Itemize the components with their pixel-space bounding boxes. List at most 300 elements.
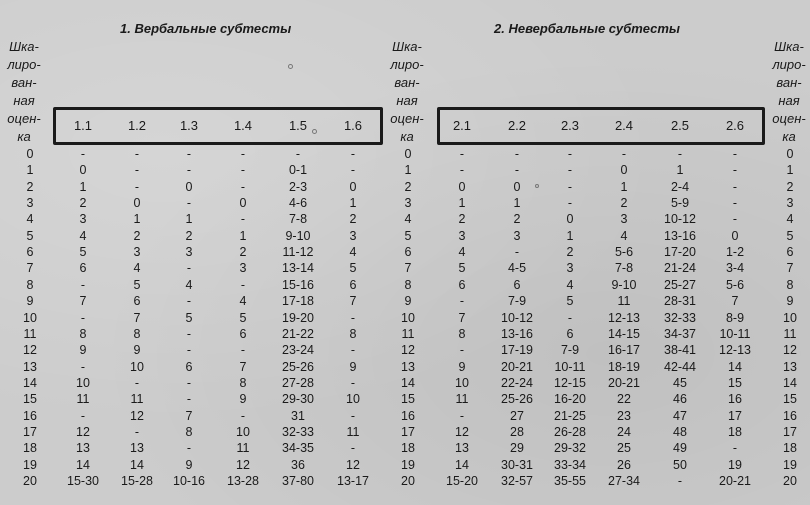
nonverbal-raw-score-cell: 12-13 [608,310,640,325]
verbal-raw-score-cell: 6 [185,359,193,374]
nonverbal-raw-score-cell: 10-11 [554,359,586,374]
nonverbal-raw-score-cell: 28 [510,424,524,439]
verbal-raw-score-cell: 10-16 [173,474,205,488]
verbal-raw-score-cell: 8 [239,375,247,390]
verbal-raw-score-cell: 23-24 [282,343,314,358]
scale-score-cell: 1 [786,163,794,178]
scale-score-cell: 4 [786,212,794,227]
verbal-raw-score-cell: 14 [76,457,90,472]
nonverbal-raw-score-cell: 16-17 [608,343,640,358]
nonverbal-subtest-header: 2.5 [670,118,690,133]
nonverbal-raw-score-cell: 10-11 [719,326,751,341]
nonverbal-raw-score-cell: 22 [617,392,631,407]
nonverbal-raw-score-cell: 0 [731,228,739,243]
verbal-raw-score-cell: 12 [76,424,90,439]
verbal-raw-score-cell: 4 [185,277,193,292]
verbal-raw-score-cell: 11 [76,392,90,407]
nonverbal-raw-score-cell: - [732,147,738,161]
verbal-raw-score-cell: - [240,277,246,292]
verbal-raw-score-cell: 13-14 [282,261,314,276]
nonverbal-raw-score-cell: 11 [455,392,469,407]
scale-score-cell: 14 [23,375,37,390]
nonverbal-raw-score-cell: 0 [620,163,628,178]
verbal-raw-score-cell: 25-26 [282,359,314,374]
scale-score-cell: 7 [26,261,34,276]
verbal-raw-score-cell: 2-3 [288,179,308,194]
nonverbal-raw-score-cell: 16 [728,392,742,407]
nonverbal-raw-score-cell: 12 [455,424,469,439]
verbal-raw-score-cell: - [186,343,192,358]
nonverbal-raw-score-cell: - [514,245,520,260]
nonverbal-raw-score-cell: 6 [458,277,466,292]
scale-score-cell: 17 [783,424,797,439]
scale-score-cell: 8 [26,277,34,292]
nonverbal-raw-score-cell: 2 [458,212,466,227]
nonverbal-raw-score-cell: 18-19 [608,359,640,374]
nonverbal-subtest-header: 2.1 [452,118,472,133]
nonverbal-raw-score-cell: 21-25 [554,408,586,423]
verbal-raw-score-cell: - [350,441,356,456]
verbal-raw-score-cell: 32-33 [282,424,314,439]
nonverbal-raw-score-cell: 25 [617,441,631,456]
nonverbal-raw-score-cell: - [677,147,683,161]
verbal-raw-score-cell: - [186,441,192,456]
verbal-raw-score-cell: 12 [236,457,250,472]
nonverbal-raw-score-cell: - [567,310,573,325]
verbal-raw-score-cell: 13-28 [227,474,259,488]
scale-score-cell: 1 [404,163,412,178]
nonverbal-raw-score-cell: - [514,163,520,178]
nonverbal-raw-score-cell: 3-4 [725,261,745,276]
nonverbal-raw-score-cell: 14 [728,359,742,374]
scale-score-header-right: Шка- лиро- ван- ная оцен- ка [772,39,806,144]
verbal-raw-score-cell: 4 [79,228,87,243]
verbal-raw-score-cell: 9 [185,457,193,472]
scale-score-cell: 3 [404,196,412,211]
nonverbal-raw-score-cell: 5-9 [670,196,690,211]
print-speck [535,184,539,188]
print-speck [312,129,317,134]
nonverbal-raw-score-cell: 7-9 [560,343,580,358]
nonverbal-subtest-header: 2.2 [507,118,527,133]
scale-score-cell: 16 [783,408,797,423]
verbal-raw-score-cell: 0-1 [288,163,308,178]
nonverbal-raw-score-cell: 3 [513,228,521,243]
nonverbal-raw-score-cell: 50 [673,457,687,472]
verbal-raw-score-cell: - [350,343,356,358]
verbal-raw-score-cell: - [80,277,86,292]
verbal-raw-score-cell: - [134,179,140,194]
nonverbal-raw-score-cell: - [459,163,465,178]
verbal-subtest-header: 1.3 [179,118,199,133]
verbal-raw-score-cell: 5 [79,245,87,260]
nonverbal-raw-score-cell: - [567,196,573,211]
nonverbal-raw-score-cell: 10-12 [501,310,533,325]
nonverbal-raw-score-cell: 21-24 [664,261,696,276]
nonverbal-raw-score-cell: 18 [728,424,742,439]
verbal-raw-score-cell: - [80,147,86,161]
scale-score-cell: 1 [26,163,34,178]
nonverbal-raw-score-cell: 13-16 [664,228,696,243]
scale-score-cell: 18 [401,441,415,456]
nonverbal-raw-score-cell: - [732,196,738,211]
nonverbal-raw-score-cell: 27 [510,408,524,423]
verbal-raw-score-cell: 14 [130,457,144,472]
scale-score-cell: 12 [783,343,797,358]
nonverbal-raw-score-cell: 0 [566,212,574,227]
scale-score-cell: 15 [783,392,797,407]
verbal-raw-score-cell: 1 [239,228,247,243]
scale-score-cell: 8 [786,277,794,292]
nonverbal-raw-score-cell: 8-9 [725,310,745,325]
verbal-raw-score-cell: - [134,163,140,178]
nonverbal-raw-score-cell: - [459,408,465,423]
scale-score-cell: 5 [26,228,34,243]
verbal-raw-score-cell: 19-20 [282,310,314,325]
scale-score-cell: 20 [23,474,37,488]
verbal-raw-score-cell: 13-17 [337,474,369,488]
verbal-raw-score-cell: 13 [130,441,144,456]
scale-score-cell: 17 [401,424,415,439]
nonverbal-raw-score-cell: 2 [620,196,628,211]
verbal-raw-score-cell: 0 [133,196,141,211]
nonverbal-raw-score-cell: 14 [455,457,469,472]
verbal-raw-score-cell: 4-6 [288,196,308,211]
verbal-raw-score-cell: 0 [239,196,247,211]
verbal-raw-score-cell: 29-30 [282,392,314,407]
scale-score-cell: 14 [401,375,415,390]
scale-score-cell: 4 [26,212,34,227]
scale-score-header-left: Шка- лиро- ван- ная оцен- ка [7,39,41,144]
verbal-raw-score-cell: 15-28 [121,474,153,488]
nonverbal-raw-score-cell: 22-24 [501,375,533,390]
scale-score-cell: 12 [23,343,37,358]
verbal-raw-score-cell: 7 [349,294,357,309]
verbal-raw-score-cell: 1 [133,212,141,227]
verbal-raw-score-cell: 5 [349,261,357,276]
nonverbal-raw-score-cell: 10 [455,375,469,390]
nonverbal-raw-score-cell: 4 [620,228,628,243]
scale-score-header-middle: Шка- лиро- ван- ная оцен- ка [390,39,424,144]
verbal-raw-score-cell: 7 [133,310,141,325]
nonverbal-raw-score-cell: 0 [513,179,521,194]
scale-score-cell: 12 [401,343,415,358]
nonverbal-raw-score-cell: 17 [728,408,742,423]
verbal-raw-score-cell: 11 [236,441,250,456]
scale-score-cell: 10 [23,310,37,325]
scale-score-cell: 5 [786,228,794,243]
nonverbal-raw-score-cell: 11 [617,294,631,309]
verbal-raw-score-cell: - [186,196,192,211]
scale-score-cell: 16 [401,408,415,423]
scale-score-cell: 13 [23,359,37,374]
verbal-raw-score-cell: - [240,408,246,423]
verbal-raw-score-cell: 10 [76,375,90,390]
verbal-raw-score-cell: 2 [185,228,193,243]
nonverbal-subtest-header: 2.4 [614,118,634,133]
verbal-raw-score-cell: 34-35 [282,441,314,456]
scale-score-cell: 3 [26,196,34,211]
scale-score-cell: 11 [23,326,37,341]
verbal-subtest-header: 1.1 [73,118,93,133]
verbal-raw-score-cell: 9 [239,392,247,407]
verbal-raw-score-cell: 1 [349,196,357,211]
scale-score-cell: 18 [23,441,37,456]
verbal-raw-score-cell: - [350,147,356,161]
nonverbal-raw-score-cell: 10-12 [664,212,696,227]
verbal-subtest-header: 1.2 [127,118,147,133]
nonverbal-raw-score-cell: 1 [566,228,574,243]
nonverbal-raw-score-cell: 17-19 [501,343,533,358]
nonverbal-raw-score-cell: 7 [731,294,739,309]
nonverbal-raw-score-cell: - [621,147,627,161]
nonverbal-raw-score-cell: 32-57 [501,474,533,488]
nonverbal-raw-score-cell: 5-6 [725,277,745,292]
scale-score-cell: 3 [786,196,794,211]
scale-score-cell: 2 [26,179,34,194]
scale-score-cell: 9 [26,294,34,309]
scale-score-cell: 16 [23,408,37,423]
scale-score-cell: 0 [404,147,412,161]
scale-score-cell: 6 [404,245,412,260]
scale-score-cell: 17 [23,424,37,439]
nonverbal-raw-score-cell: 1 [676,163,684,178]
nonverbal-raw-score-cell: 17-20 [664,245,696,260]
nonverbal-raw-score-cell: - [567,163,573,178]
verbal-raw-score-cell: - [186,147,192,161]
nonverbal-raw-score-cell: 47 [673,408,687,423]
nonverbal-raw-score-cell: 20-21 [501,359,533,374]
verbal-raw-score-cell: 3 [349,228,357,243]
nonverbal-raw-score-cell: 32-33 [664,310,696,325]
nonverbal-raw-score-cell: 9 [458,359,466,374]
nonverbal-raw-score-cell: - [459,294,465,309]
scale-score-cell: 8 [404,277,412,292]
verbal-raw-score-cell: 10 [236,424,250,439]
scale-score-cell: 15 [401,392,415,407]
nonverbal-raw-score-cell: - [459,147,465,161]
scale-score-cell: 20 [401,474,415,488]
verbal-raw-score-cell: 2 [349,212,357,227]
verbal-raw-score-cell: 11 [130,392,144,407]
scale-score-cell: 9 [404,294,412,309]
print-speck [288,64,293,69]
scale-score-cell: 10 [783,310,797,325]
scale-score-cell: 10 [401,310,415,325]
verbal-subtest-header: 1.4 [233,118,253,133]
nonverbal-raw-score-cell: 49 [673,441,687,456]
verbal-raw-score-cell: 9 [349,359,357,374]
nonverbal-raw-score-cell: 1 [620,179,628,194]
scale-score-cell: 0 [786,147,794,161]
verbal-raw-score-cell: 8 [133,326,141,341]
verbal-raw-score-cell: - [350,375,356,390]
verbal-raw-score-cell: - [186,375,192,390]
nonverbal-raw-score-cell: 25-27 [664,277,696,292]
nonverbal-raw-score-cell: 7-8 [614,261,634,276]
nonverbal-raw-score-cell: - [459,343,465,358]
nonverbal-raw-score-cell: 3 [458,228,466,243]
nonverbal-raw-score-cell: 16-20 [554,392,586,407]
nonverbal-raw-score-cell: 8 [458,326,466,341]
nonverbal-raw-score-cell: 4 [566,277,574,292]
verbal-raw-score-cell: 3 [133,245,141,260]
verbal-raw-score-cell: 7 [79,294,87,309]
verbal-raw-score-cell: 4 [349,245,357,260]
nonverbal-raw-score-cell: 1-2 [725,245,745,260]
verbal-raw-score-cell: 6 [133,294,141,309]
scale-score-cell: 4 [404,212,412,227]
nonverbal-raw-score-cell: 3 [620,212,628,227]
verbal-raw-score-cell: - [134,375,140,390]
scale-score-cell: 19 [23,457,37,472]
verbal-raw-score-cell: 1 [185,212,193,227]
verbal-raw-score-cell: - [134,424,140,439]
nonverbal-raw-score-cell: 33-34 [554,457,586,472]
verbal-raw-score-cell: - [240,179,246,194]
nonverbal-raw-score-cell: 5 [566,294,574,309]
verbal-raw-score-cell: - [240,343,246,358]
verbal-raw-score-cell: 0 [185,179,193,194]
verbal-raw-score-cell: - [350,310,356,325]
nonverbal-subtest-header: 2.3 [560,118,580,133]
nonverbal-raw-score-cell: 26 [617,457,631,472]
nonverbal-raw-score-cell: 26-28 [554,424,586,439]
scale-score-cell: 6 [786,245,794,260]
nonverbal-raw-score-cell: 19 [728,457,742,472]
verbal-raw-score-cell: 15-30 [67,474,99,488]
verbal-raw-score-cell: 21-22 [282,326,314,341]
verbal-raw-score-cell: 2 [133,228,141,243]
nonverbal-raw-score-cell: 38-41 [664,343,696,358]
verbal-raw-score-cell: - [186,163,192,178]
scale-score-cell: 5 [404,228,412,243]
verbal-raw-score-cell: 3 [239,261,247,276]
scale-score-cell: 7 [404,261,412,276]
scale-score-cell: 0 [26,147,34,161]
nonverbal-raw-score-cell: 3 [566,261,574,276]
verbal-subtest-header: 1.5 [288,118,308,133]
verbal-raw-score-cell: 15-16 [282,277,314,292]
verbal-raw-score-cell: 9 [79,343,87,358]
verbal-raw-score-cell: 12 [346,457,360,472]
nonverbal-raw-score-cell: 1 [458,196,466,211]
scale-score-cell: 9 [786,294,794,309]
nonverbal-raw-score-cell: 2-4 [670,179,690,194]
nonverbal-raw-score-cell: 12-13 [719,343,751,358]
nonverbal-raw-score-cell: 30-31 [501,457,533,472]
verbal-raw-score-cell: - [80,310,86,325]
verbal-raw-score-cell: 5 [133,277,141,292]
verbal-raw-score-cell: - [80,408,86,423]
verbal-raw-score-cell: - [186,392,192,407]
verbal-raw-score-cell: 2 [239,245,247,260]
nonverbal-raw-score-cell: - [732,441,738,456]
verbal-raw-score-cell: 9-10 [285,228,311,243]
nonverbal-raw-score-cell: - [732,212,738,227]
nonverbal-raw-score-cell: 14-15 [608,326,640,341]
verbal-raw-score-cell: 12 [130,408,144,423]
nonverbal-raw-score-cell: 25-26 [501,392,533,407]
nonverbal-raw-score-cell: 28-31 [664,294,696,309]
nonverbal-raw-score-cell: 20-21 [608,375,640,390]
scale-score-cell: 20 [783,474,797,488]
nonverbal-raw-score-cell: 15-20 [446,474,478,488]
verbal-raw-score-cell: 10 [346,392,360,407]
nonverbal-raw-score-cell: 7 [458,310,466,325]
nonverbal-raw-score-cell: 2 [513,212,521,227]
verbal-raw-score-cell: - [295,147,301,161]
verbal-raw-score-cell: 7 [185,408,193,423]
nonverbal-raw-score-cell: 13 [455,441,469,456]
verbal-raw-score-cell: 36 [291,457,305,472]
nonverbal-raw-score-cell: 34-37 [664,326,696,341]
verbal-raw-score-cell: - [350,408,356,423]
verbal-raw-score-cell: 4 [133,261,141,276]
verbal-raw-score-cell: 1 [79,179,87,194]
verbal-subtests-title: 1. Вербальные субтесты [120,21,292,36]
scale-score-cell: 13 [401,359,415,374]
nonverbal-raw-score-cell: 1 [513,196,521,211]
nonverbal-raw-score-cell: 15 [728,375,742,390]
verbal-raw-score-cell: - [134,147,140,161]
verbal-raw-score-cell: 9 [133,343,141,358]
nonverbal-raw-score-cell: 5 [458,261,466,276]
verbal-raw-score-cell: 6 [349,277,357,292]
verbal-raw-score-cell: 5 [239,310,247,325]
scale-score-cell: 2 [786,179,794,194]
verbal-raw-score-cell: 10 [130,359,144,374]
verbal-raw-score-cell: 27-28 [282,375,314,390]
nonverbal-raw-score-cell: 24 [617,424,631,439]
nonverbal-raw-score-cell: - [677,474,683,488]
scale-score-cell: 14 [783,375,797,390]
nonverbal-raw-score-cell: - [732,163,738,178]
verbal-raw-score-cell: 5 [185,310,193,325]
verbal-raw-score-cell: 0 [79,163,87,178]
verbal-raw-score-cell: 2 [79,196,87,211]
verbal-raw-score-cell: 4 [239,294,247,309]
nonverbal-raw-score-cell: 13-16 [501,326,533,341]
verbal-raw-score-cell: 8 [79,326,87,341]
verbal-raw-score-cell: - [240,163,246,178]
nonverbal-raw-score-cell: 20-21 [719,474,751,488]
verbal-raw-score-cell: 8 [349,326,357,341]
scale-score-cell: 7 [786,261,794,276]
nonverbal-raw-score-cell: 35-55 [554,474,586,488]
nonverbal-raw-score-cell: - [567,179,573,194]
scale-score-cell: 18 [783,441,797,456]
verbal-subtest-header: 1.6 [343,118,363,133]
nonverbal-raw-score-cell: 29-32 [554,441,586,456]
nonverbal-raw-score-cell: 46 [673,392,687,407]
scale-score-cell: 15 [23,392,37,407]
verbal-raw-score-cell: 8 [185,424,193,439]
nonverbal-raw-score-cell: 4-5 [507,261,527,276]
nonverbal-subtest-header: 2.6 [725,118,745,133]
nonverbal-raw-score-cell: 9-10 [611,277,637,292]
verbal-raw-score-cell: 37-80 [282,474,314,488]
nonverbal-raw-score-cell: 2 [566,245,574,260]
nonverbal-raw-score-cell: 23 [617,408,631,423]
verbal-raw-score-cell: 17-18 [282,294,314,309]
nonverbal-raw-score-cell: 27-34 [608,474,640,488]
verbal-raw-score-cell: 11 [346,424,360,439]
verbal-raw-score-cell: - [186,294,192,309]
scale-score-cell: 11 [401,326,415,341]
verbal-raw-score-cell: - [240,147,246,161]
nonverbal-raw-score-cell: 29 [510,441,524,456]
